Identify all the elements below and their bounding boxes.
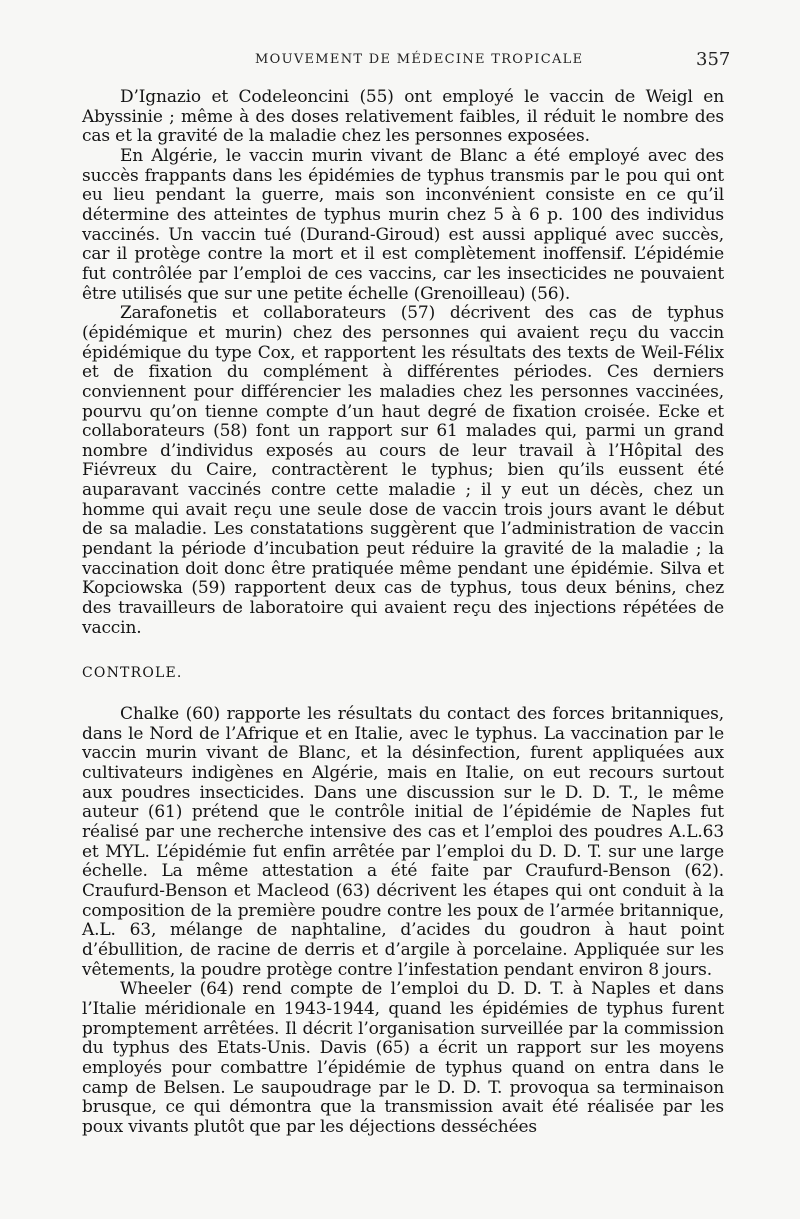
running-title: MOUVEMENT DE MÉDECINE TROPICALE: [255, 52, 584, 67]
paragraph: D’Ignazio et Codeleoncini (55) ont employé le vaccin de Weigl en Abyssinie ; même à des doses relativement faibles, il réduit le nombre des cas et la gravité de la maladie chez les personnes exposées.: [82, 87, 724, 147]
paragraph: En Algérie, le vaccin murin vivant de Blanc a été employé avec des succès frappants dans les épidémies de typhus transmis par le pou qui ont eu lieu pendant la guerre, mais son inconvénient consiste en ce qu’il détermine des atteintes de typhus murin chez 5 à 6 p. 100 des individus vaccinés. Un vaccin tué (Durand-Giroud) est aussi appliqué avec succès, car il protège contre la mort et il est complètement inoffensif. L’épidémie fut contrôlée par l’emploi de ces vaccins, car les insecticides ne pouvaient être utilisés que sur une petite échelle (Grenoilleau) (56).: [82, 145, 724, 304]
paragraph: Wheeler (64) rend compte de l’emploi du D. D. T. à Naples et dans l’Italie méridionale en 1943-1944, quand les épidémies de typhus furent promptement arrêtées. Il décrit l’organisation surveillée par la commission du typhus des Etats-Unis. Davis (65) a écrit un rapport sur les moyens employés pour combattre l’épidémie de typhus quand on entra dans le camp de Belsen. Le saupoudrage par le D. D. T. provoqua sa terminaison brusque, ce qui démontra que la transmission avait été réalisée par les poux vivants plutôt que par les déjections desséchées: [82, 979, 724, 1137]
paragraph: Zarafonetis et collaborateurs (57) décrivent des cas de typhus (épidémique et murin) chez des personnes qui avaient reçu du vaccin épidémique du type Cox, et rapportent les résultats des texts de Weil-Félix et de fixation du complément à différentes périodes. Ces derniers conviennent pour différencier les maladies chez les personnes vaccinées, pourvu qu’on tienne compte d’un haut degré de fixation croisée. Ecke et collaborateurs (58) font un rapport sur 61 malades qui, parmi un grand nombre d’individus exposés au cours de leur travail à l’Hôpital des Fiévreux du Caire, contractèrent le typhus; bien qu’ils eussent été auparavant vaccinés contre cette maladie ; il y eut un décès, chez un homme qui avait reçu une seule dose de vaccin trois jours avant le début de sa maladie. Les constatations suggèrent que l’administration de vaccin pendant la période d’incubation peut réduire la gravité de la maladie ; la vaccination doit donc être pratiquée même pendant une épidémie. Silva et Kopciowska (59) rapportent deux cas de typhus, tous deux bénins, chez des travailleurs de laboratoire qui avaient reçu des injections répétées de vaccin.: [82, 303, 724, 638]
article-body: [82, 88, 724, 1137]
page-number: 357: [696, 49, 731, 70]
section-heading: CONTROLE.: [82, 665, 183, 682]
paragraph: Chalke (60) rapporte les résultats du contact des forces britanniques, dans le Nord de l’Afrique et en Italie, avec le typhus. La vaccination par le vaccin murin vivant de Blanc, et la désinfection, furent appliquées aux cultivateurs indigènes en Algérie, mais en Italie, on eut recours surtout aux poudres insecticides. Dans une discussion sur le D. D. T., le même auteur (61) prétend que le contrôle initial de l’épidémie de Naples fut réalisé par une recherche intensive des cas et l’emploi des poudres A.L.63 et MYL. L’épidémie fut enfin arrêtée par l’emploi du D. D. T. sur une large échelle. La même attestation a été faite par Craufurd-Benson (62). Craufurd-Benson et Macleod (63) décrivent les étapes qui ont conduit à la composition de la première poudre contre les poux de l’armée britannique, A.L. 63, mélange de naphtaline, d’acides du goudron à haut point d’ébullition, de racine de derris et d’argile à porcelaine. Appliquée sur les vêtements, la poudre protège contre l’infestation pendant environ 8 jours.: [82, 704, 724, 980]
